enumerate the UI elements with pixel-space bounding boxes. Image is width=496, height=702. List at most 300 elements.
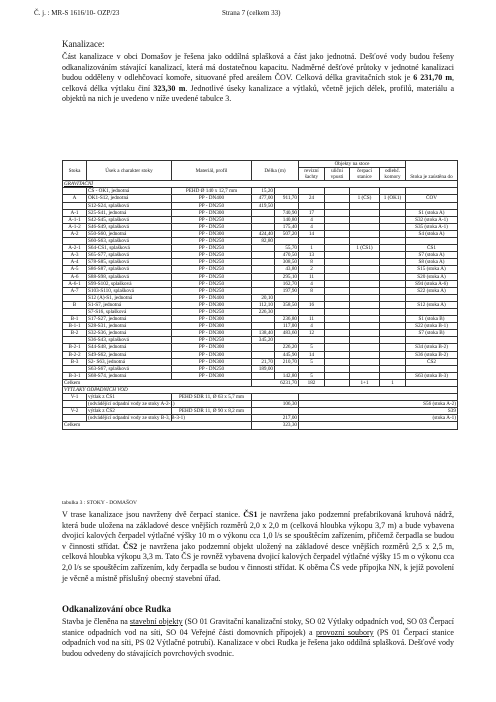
cell-ul [325,344,350,351]
cell-stoka [63,238,87,245]
table-row [63,202,458,209]
cell-cs [350,280,380,287]
cell-to: S35 (stoka A-1) [406,223,458,230]
cell-len [252,209,275,216]
cell-rev [299,188,325,195]
cell-to: S15 (stoka A) [406,266,458,273]
rudka-paragraph: Stavba je členěna na stavební objekty (SO 01 Gravitační kanalizační stoky, SO 02 Výtlaky odpadních vod, SO 03 Čerpací stanice odpadních vod na síti, SO 04 Veřejné části domovních přípojek) a provozní soubory (PS 01 Čerpací stanice odpadních vod na síti, PS 02 Výtlačné potrubí). Kanalizace v obci Rudka je řešena jako oddílná splašková. Dešťové vody budou odvedeny do stávajících povrchových svodnic. [62,617,454,658]
cell-to [406,337,458,344]
cell-to: S56 (stoka A-2) [299,401,458,408]
cell-ul [325,188,350,195]
cell-ok [380,223,406,230]
cell-cs [350,230,380,237]
cell-ul [325,358,350,365]
cell-usek: S65-S77, splašková [87,252,172,259]
cell-usek: OK1-S12, jednotná [87,195,172,202]
cell-stoka [63,401,87,408]
cell-sum: 470,50 [275,252,299,259]
cell-len [252,372,275,379]
col-objekty: Objekty na stoce [299,161,406,168]
cell-mat: PP - DN250 [172,238,252,245]
cell-to: S8 (stoka A) [406,259,458,266]
cell-cs [350,372,380,379]
cell-len: 424,40 [252,230,275,237]
cell-stoka: A [63,195,87,202]
cell-len [252,323,275,330]
cell-ok [380,344,406,351]
table-row [63,273,458,280]
cell-stoka: A-1-1 [63,216,87,223]
col-usek: Úsek a charakter stoky [87,161,172,181]
cell-sum: 295,10 [275,273,299,280]
intro-paragraph: Část kanalizace v obci Domašov je řešena jako oddílná splašková a část jako jednotná. Dešťové vody budou řešeny odkanalizováním stávající kanalizací, která má dostatečnou kapacitu. Nadměrné dešťové průtoky v jednotné kanalizaci budou odděleny v odlehčovací komoře, situované před areálem ČOV. Celková délka gravitačních stok je 6 231,70 m, celková délka výtlaku činí 323,30 m. Jednotlivé úseky kanalizace a výtlaků, včetně jejich délek, profilů, materiálu a objektů na nich je uvedeno v níže uvedené tabulce 3. [62,52,454,104]
cell-sum [275,238,299,245]
cell-mat: PP - DN300 [172,330,252,337]
cell-usek: S46-S49, splašková [87,223,172,230]
cell-ul [325,238,350,245]
table-caption: tabulka 3 : STOKY - DOMAŠOV [62,500,138,506]
cell-rev: 11 [299,273,325,280]
table-row [63,408,458,415]
pressure-total-label: Celkem [63,422,252,429]
cell-len [252,394,299,401]
table-row [63,252,458,259]
cell-mat [172,401,252,408]
cell-mat: PEHD SDR 11, Ø 63 x 5,7 mm [172,394,252,401]
cell-rev [299,238,325,245]
gravity-total [63,379,458,393]
table-row [63,330,458,337]
cell-len: 419,50 [252,202,275,209]
cell-usek: S12 (A)-S1, jednotná [87,294,172,301]
cell-usek: S7-S16, splašková [87,308,172,315]
cell-usek: S78-S85, splašková [87,259,172,266]
cell-ok [380,245,406,252]
cell-cs: 1 (ČS1) [350,245,380,252]
cell-rev: 17 [299,209,325,216]
cell-ok [380,358,406,365]
cell-len: 138,40 [252,330,275,337]
gravity-total-pumps: 1+1 [350,379,380,386]
cell-sum: 226,20 [275,344,299,351]
cell-to: S4 (stoka A) [406,230,458,237]
gravity-section [63,181,458,380]
cell-stoka [63,188,87,195]
cell-len: 20,10 [252,294,275,301]
cell-cs [350,238,380,245]
table-row [63,351,458,358]
cell-ul [325,308,350,315]
cell-usek: výtlak z ČS2 [87,408,172,415]
cell-rev [299,308,325,315]
cell-sum: 911,70 [275,195,299,202]
cell-to: S39 [299,408,458,415]
cell-ul [325,266,350,273]
cell-ul [325,202,350,209]
cell-to: S12 (stoka A) [406,301,458,308]
cell-rev: 2 [299,266,325,273]
cell-ul [325,287,350,294]
cell-cs [350,287,380,294]
col-revizni: revizní šachty [299,168,325,181]
cell-stoka [63,365,87,372]
cell-to: S32 (stoka A-1) [406,216,458,223]
cell-sum: 236,80 [275,316,299,323]
table-row [63,394,458,401]
cell-len: 217,00 [252,415,299,422]
cell-stoka [63,337,87,344]
cell-usek: S42-S45, splašková [87,216,172,223]
cell-stoka: A-1-2 [63,223,87,230]
cell-stoka: B-3-1 [63,372,87,379]
cell-rev: 5 [299,358,325,365]
cell-len [252,316,275,323]
cell-mat: PP - DN250 [172,273,252,280]
pressure-section [63,394,458,422]
cell-sum: 210,70 [275,358,299,365]
cell-usek: S36-S43, splašková [87,337,172,344]
cell-ul [325,216,350,223]
cell-ok [380,316,406,323]
cell-rev: 14 [299,230,325,237]
table-row [63,209,458,216]
table-row [63,323,458,330]
cell-to: (stoka A-1) [299,415,458,422]
cell-mat: PP - DN250 [172,280,252,287]
col-ulicni: uliční vpusti [325,168,350,181]
cell-ok [380,287,406,294]
col-stoka: Stoka [63,161,87,181]
col-cerpaci: čerpací stanice [350,168,380,181]
cell-mat: PP - DN250 [172,252,252,259]
cell-cs [350,266,380,273]
cell-len [252,280,275,287]
cell-mat: PP - DN250 [172,365,252,372]
cell-rev: 8 [299,259,325,266]
cell-len: 106,30 [252,401,299,408]
cell-ul [325,230,350,237]
cell-len [252,287,275,294]
cell-ok [380,230,406,237]
cell-len [252,245,275,252]
cell-ul [325,301,350,308]
cell-usek: ČS - OK1, jednotná [87,188,172,195]
cell-mat: PP - DN250 [172,266,252,273]
cell-ul [325,316,350,323]
cell-to: ČOV [406,195,458,202]
cell-mat: PP - DN250 [172,216,252,223]
cell-usek: S25-S41, jednotná [87,209,172,216]
cell-sum: 162,70 [275,280,299,287]
cell-rev: 4 [299,223,325,230]
cell-len: 112,10 [252,301,275,308]
cell-mat: PP - DN250 [172,337,252,344]
table-row [63,245,458,252]
cell-usek: (odvádějící odpadní vody ze stoky A-2-1) [88,401,175,408]
cell-rev: 1 [299,245,325,252]
cell-to [406,294,458,301]
cell-usek: S2- S63, jednotná [87,358,172,365]
cell-ok [380,351,406,358]
cell-mat: PP - DN300 [172,323,252,330]
cell-cs [350,301,380,308]
cell-stoka [63,294,87,301]
cell-sum [275,337,299,344]
cell-stoka [63,308,87,315]
cell-ul [325,323,350,330]
cell-stoka: A-4 [63,259,87,266]
table-row [63,230,458,237]
cell-cs [350,365,380,372]
cell-ok: 1 (OK1) [380,195,406,202]
cell-stoka: V-2 [63,408,87,415]
table-row [63,415,458,422]
cell-len [252,344,275,351]
cell-sum: 142,80 [275,372,299,379]
cell-cs [350,294,380,301]
cell-mat: PP - DN250 [172,308,252,315]
pressure-total [63,422,458,429]
cell-mat: PP - DN300 [172,351,252,358]
cell-len [252,266,275,273]
cell-rev [299,294,325,301]
cell-sum: 175,40 [275,223,299,230]
cell-usek: výtlak z ČS1 [87,394,172,401]
page-number: Strana 7 (celkem 33) [222,9,281,17]
cell-mat: PEHD SDR 11, Ø 90 x 8,2 mm [172,408,252,415]
table-row [63,358,458,365]
table-row [63,337,458,344]
cell-mat: PP - DN250 [172,259,252,266]
table-row [63,195,458,202]
col-delka: Délka (m) [252,161,299,181]
table-row [63,188,458,195]
col-material: Materiál, profil [172,161,252,181]
cell-rev: 4 [299,216,325,223]
cell-rev: 8 [299,287,325,294]
cell-ok [380,252,406,259]
cell-rev [299,337,325,344]
gravity-total-label: Celkem [63,379,252,386]
cell-mat: PP - DN250 [172,202,252,209]
gravity-total-length: 6231,70 [252,379,299,386]
table-row [63,372,458,379]
cell-ok [380,330,406,337]
cell-to: S7 (stoka B) [406,330,458,337]
cell-len [252,223,275,230]
table-row [63,259,458,266]
cell-to: ČS2 [406,358,458,365]
table-row [63,287,458,294]
cell-cs: 1 (ČS) [350,195,380,202]
cell-ul [325,337,350,344]
cell-stoka: A-2-1 [63,245,87,252]
table-header [63,161,458,181]
cell-len: 345,20 [252,337,275,344]
cell-cs [350,188,380,195]
cell-usek: S49-S62, jednotná [87,351,172,358]
cell-ok [380,273,406,280]
cell-to: S1 (stoka A) [406,209,458,216]
cell-cs [350,308,380,315]
cell-ul [325,365,350,372]
cell-ok [380,202,406,209]
cell-cs [350,252,380,259]
cell-ok [380,337,406,344]
cell-usek: S86-S87, splašková [87,266,172,273]
cell-len: 226,30 [252,308,275,315]
cell-usek: S64-CS1, splašková [87,245,172,252]
cell-rev: 5 [299,372,325,379]
cell-cs [350,273,380,280]
section-title-rudka: Odkanalizování obce Rudka [62,604,172,614]
cell-mat: PP - DN300 [172,316,252,323]
cell-stoka: A-7 [63,287,87,294]
sewer-table [62,160,458,430]
cell-ul [325,252,350,259]
cell-usek: S60-S63, splašková [87,238,172,245]
cell-rev: 4 [299,280,325,287]
cell-to: S63 (stoka B-3) [406,372,458,379]
cell-rev: 13 [299,252,325,259]
cell-len: 21,70 [252,358,275,365]
table-row [63,294,458,301]
cell-stoka: A-6-1 [63,280,87,287]
table-row [63,238,458,245]
cell-mat: PP - DN400 [172,294,252,301]
cell-len: 477,00 [252,195,275,202]
cell-cs [350,216,380,223]
cell-ok [380,209,406,216]
cell-stoka: A-3 [63,252,87,259]
cell-mat: PP - DN250 [172,245,252,252]
pressure-length: 323,30 m [153,83,186,93]
cell-usek: S17-S27, jednotná [87,316,172,323]
cell-to: S7 (stoka A) [406,252,458,259]
cell-sum: 197,90 [275,287,299,294]
table-row [63,266,458,273]
cell-ok [380,266,406,273]
table-row [63,308,458,315]
table-row [63,316,458,323]
cell-len [252,259,275,266]
gravity-total-overflow: 1 [380,379,406,386]
cell-ul [325,330,350,337]
cell-to: ČS1 [406,245,458,252]
cell-cs [350,259,380,266]
cell-usek: S1-S7, jednotná [87,301,172,308]
cell-ok [380,365,406,372]
table-row [63,301,458,308]
cell-sum [275,202,299,209]
cell-rev [299,365,325,372]
table-row [63,280,458,287]
cell-rev: 5 [299,344,325,351]
cell-ul [325,273,350,280]
cell-usek: S50-S60, jednotná [87,230,172,237]
cell-mat: PP - DN400 [172,195,252,202]
cell-len [252,351,275,358]
cell-sum [275,294,299,301]
cell-mat: PP - DN250 [172,223,252,230]
cell-to: S36 (stoka B-2) [406,351,458,358]
col-odlehc: odlehč. komory [380,168,406,181]
cell-usek: S32-S36, jednotná [87,330,172,337]
table-row [63,401,458,408]
cell-stoka [63,415,87,422]
cell-len [252,252,275,259]
cell-usek: S12-S24, splašková [87,202,172,209]
table-row [63,344,458,351]
cell-cs [350,351,380,358]
cell-ul [325,280,350,287]
cell-ok [380,259,406,266]
cell-ok [380,301,406,308]
gravity-total-manholes: 182 [299,379,325,386]
cell-to: S22 (stoka A) [406,287,458,294]
cell-sum [275,308,299,315]
cell-sum: 43,80 [275,266,299,273]
cell-to: S34 (stoka B-2) [406,344,458,351]
cell-to [406,188,458,195]
cell-ul [325,245,350,252]
cell-usek: S88-S98, splašková [87,273,172,280]
cell-to [406,365,458,372]
cell-rev: 12 [299,330,325,337]
cell-stoka: A-5 [63,266,87,273]
gravity-length: 6 231,70 m [413,73,452,83]
cell-stoka: B-2-2 [63,351,87,358]
cell-cs [350,316,380,323]
cell-mat: PP - DN300 [172,230,252,237]
table-row [63,216,458,223]
cell-cs [350,202,380,209]
cell-sum: 507,20 [275,230,299,237]
cell-cs [350,223,380,230]
cell-to [406,202,458,209]
cell-ul [325,372,350,379]
cell-stoka [63,202,87,209]
cell-len: 15,20 [252,188,275,195]
cell-stoka: A-1 [63,209,87,216]
cell-rev: 16 [299,301,325,308]
cell-ul [325,351,350,358]
cell-to: S22 (stoka B-1) [406,323,458,330]
table-row [63,365,458,372]
pressure-label: VÝTLAKY ODPADNÍCH VOD [63,387,458,394]
cell-mat: PP - DN300 [172,301,252,308]
cell-len [252,216,275,223]
cell-sum: 483,60 [275,330,299,337]
pressure-total-length: 323,30 [252,422,299,429]
cell-usek: S63-S67, splašková [87,365,172,372]
cell-to [406,238,458,245]
cell-sum: 740,90 [275,209,299,216]
cell-cs [350,330,380,337]
cell-cs [350,358,380,365]
cell-to [406,308,458,315]
cell-rev: 4 [299,323,325,330]
cell-rev: 11 [299,316,325,323]
cell-stoka: B-3 [63,358,87,365]
cell-len [252,408,299,415]
cell-rev: 24 [299,195,325,202]
cell-stoka: B-2-1 [63,344,87,351]
cell-to: S20 (stoka A) [406,273,458,280]
cell-sum: 445,90 [275,351,299,358]
section-title-kanalizace: Kanalizace: [62,39,105,49]
table-row [63,223,458,230]
